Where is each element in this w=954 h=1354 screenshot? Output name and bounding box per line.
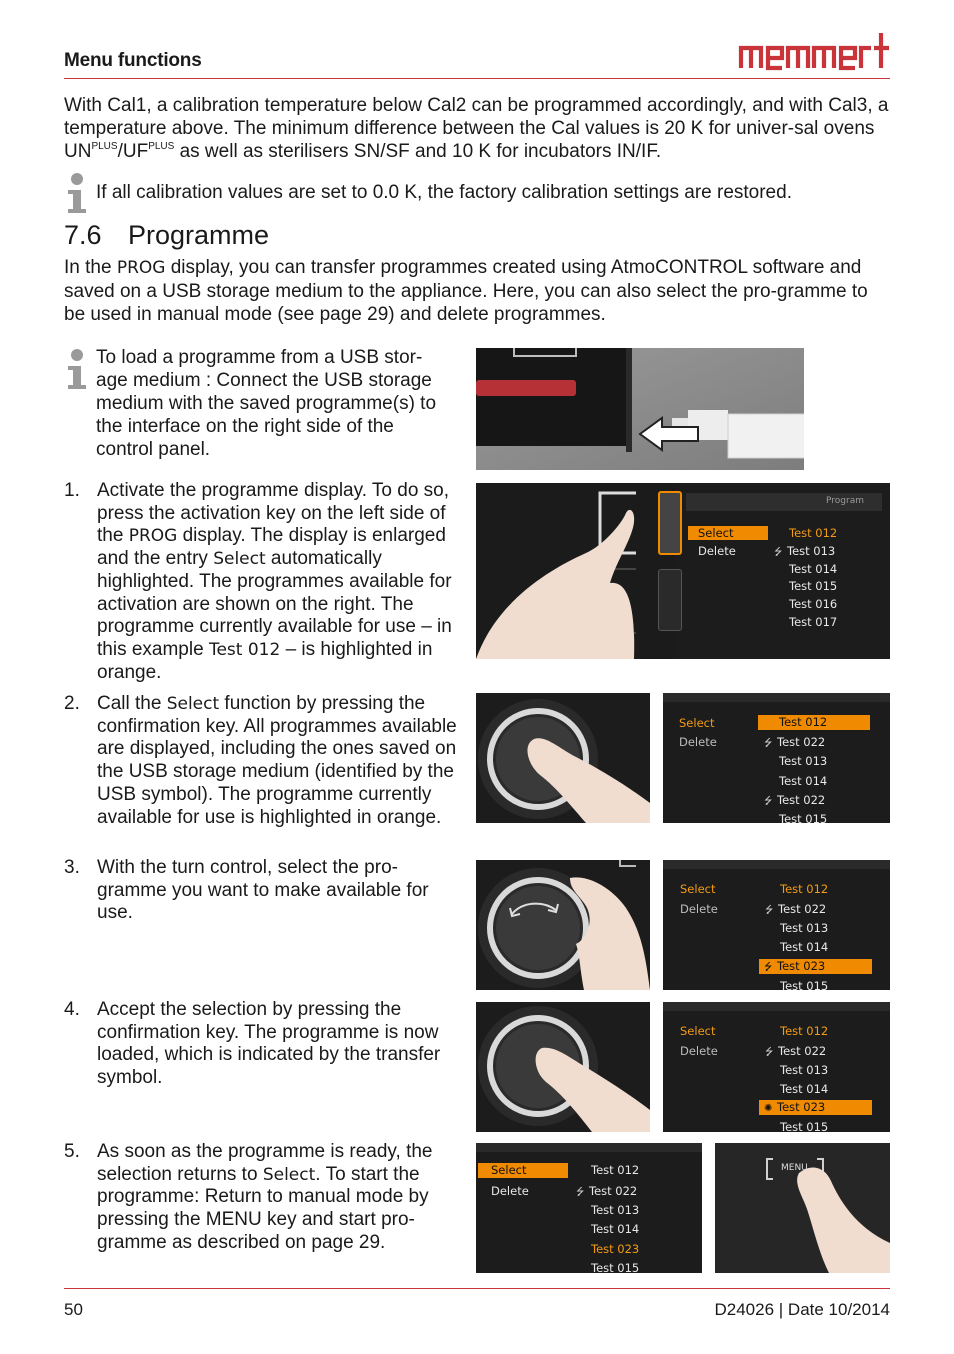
usb-slot-icon	[658, 569, 682, 631]
step-2: 2. Call the Select function by pressing the confirmation key. All programmes available are displayed, including the ones saved on the USB storage medium (identified by the USB symbol). The programme currently available for use is highlighted in orange.	[64, 693, 457, 828]
usb-icon: ⭍	[576, 1187, 585, 1198]
info-icon	[64, 348, 90, 390]
programme-item[interactable]: ⭍ Test 023	[759, 959, 872, 974]
document-id: D24026 | Date 10/2014	[714, 1300, 890, 1319]
confirm-knob-press-photo	[476, 693, 650, 823]
running-header: Menu functions	[64, 50, 202, 71]
note-usb: To load a programme from a USB stor-age medium : Connect the USB storage medium with the saved programme(s) to the interface on the right side of the control panel.	[96, 347, 437, 460]
intro-paragraph: With Cal1, a calibration temperature below Cal2 can be programmed accordingly, and with Cal3, a temperature above. The minimum difference between the Cal values is 20 K for univer-sal ovens $UN^{PLUS}/UF^{PLUS}$ as well as sterilisers SN/SF and 10 K for incubators IN/IF.	[64, 95, 889, 162]
programme-item[interactable]: Test 012	[780, 1024, 829, 1038]
usb-icon: ⭍	[764, 962, 773, 973]
programme-item[interactable]: Test 016	[789, 597, 838, 611]
section-paragraph: In the PROG display, you can transfer programmes created using AtmoCONTROL software and saved on a USB storage medium to the appliance. Here, you can also select the pro-gramme to be used in manual mode (see page 29) and delete programmes.	[64, 257, 868, 325]
programme-item[interactable]: Test 013	[591, 1203, 640, 1217]
programme-item[interactable]: Test 015	[780, 1120, 829, 1132]
programme-item[interactable]: Test 015	[779, 812, 828, 823]
usb-icon: ⭍	[765, 905, 774, 916]
menu-select[interactable]: Select	[679, 716, 715, 730]
menu-select[interactable]: Select	[680, 1024, 716, 1038]
programme-item[interactable]: ⭍ Test 022	[765, 1044, 826, 1062]
menu-delete[interactable]: Delete	[680, 902, 718, 916]
info-icon	[64, 172, 90, 214]
step-3: 3. With the turn control, select the pro-gramme you want to make available for use.	[64, 857, 429, 924]
programme-item[interactable]: Test 015	[591, 1261, 640, 1273]
programme-item[interactable]: Test 013	[779, 754, 828, 768]
memmert-logo	[738, 30, 890, 72]
screen-header: Program	[686, 493, 882, 511]
programme-item[interactable]: Test 012	[789, 526, 838, 540]
prog-display-screen-1	[476, 483, 890, 659]
usb-icon: ⭍	[764, 796, 773, 807]
header-rule	[64, 78, 890, 79]
programme-item[interactable]: Test 013	[780, 921, 829, 935]
menu-select[interactable]: Select	[478, 1163, 568, 1178]
step-5: 5. As soon as the programme is ready, the selection returns to Select. To start the programme: Return to manual mode by pressing the MENU key and start pro-gramme as described on page 29.	[64, 1141, 433, 1253]
programme-item[interactable]: Test 013	[780, 1063, 829, 1077]
step-4: 4. Accept the selection by pressing the confirmation key. The programme is now loaded, which is indicated by the transfer symbol.	[64, 999, 441, 1089]
select-list-screen-4	[663, 1002, 890, 1132]
step-1: 1. Activate the programme display. To do so, press the activation key on the left side of the PROG display. The display is enlarged and the entry Select automatically highlighted. The programmes available for activation are shown on the right. The programme currently available for use – in this example Test 012 – is highlighted in orange.	[64, 480, 452, 683]
turn-control-photo	[476, 860, 650, 990]
programme-item[interactable]: Test 015	[789, 579, 838, 593]
programme-item[interactable]: Test 017	[789, 615, 838, 629]
confirm-knob-press-photo	[476, 1002, 650, 1132]
programme-item[interactable]: Test 012	[591, 1163, 640, 1177]
programme-item[interactable]: ⭍ Test 022	[764, 735, 825, 753]
programme-item[interactable]: Test 015	[780, 979, 829, 990]
programme-item[interactable]: Test 014	[779, 774, 828, 788]
menu-key-label[interactable]: MENU	[781, 1163, 808, 1173]
menu-delete[interactable]: Delete	[680, 1044, 718, 1058]
programme-item[interactable]: Test 014	[780, 1082, 829, 1096]
section-heading: 7.6 Programme	[64, 220, 270, 250]
select-list-screen-3	[663, 860, 890, 990]
note-calibration: If all calibration values are set to 0.0 K, the factory calibration settings are restored.	[96, 182, 792, 203]
select-list-screen-2	[663, 693, 890, 823]
programme-item[interactable]: Test 014	[591, 1222, 640, 1236]
programme-item[interactable]: Test 014	[780, 940, 829, 954]
usb-insertion-photo	[476, 348, 804, 470]
programme-item[interactable]: Test 012	[780, 882, 829, 896]
programme-item[interactable]: ⭍ Test 013	[774, 544, 835, 562]
programme-item[interactable]: Test 014	[789, 562, 838, 576]
menu-key-photo	[715, 1143, 890, 1273]
menu-delete[interactable]: Delete	[491, 1184, 529, 1198]
prog-key-icon[interactable]	[658, 491, 682, 555]
usb-icon: ⭍	[774, 547, 783, 558]
page-number: 50	[64, 1300, 83, 1319]
select-list-screen-5	[476, 1143, 702, 1273]
footer-rule	[64, 1288, 890, 1289]
usb-icon: ⭍	[764, 738, 773, 749]
menu-delete[interactable]: Delete	[698, 544, 736, 558]
menu-select[interactable]: Select	[680, 882, 716, 896]
programme-item[interactable]: ⭍ Test 022	[576, 1184, 637, 1202]
programme-item[interactable]: Test 012	[758, 715, 870, 730]
programme-item[interactable]: ⭍ Test 022	[765, 902, 826, 920]
usb-icon: ⭍	[765, 1047, 774, 1058]
programme-item[interactable]: ✺ Test 023	[759, 1100, 872, 1115]
transfer-icon: ✺	[764, 1103, 773, 1114]
menu-select[interactable]: Select	[688, 526, 768, 540]
programme-item[interactable]: Test 023	[591, 1242, 640, 1256]
menu-delete[interactable]: Delete	[679, 735, 717, 749]
programme-item[interactable]: ⭍ Test 022	[764, 793, 825, 811]
